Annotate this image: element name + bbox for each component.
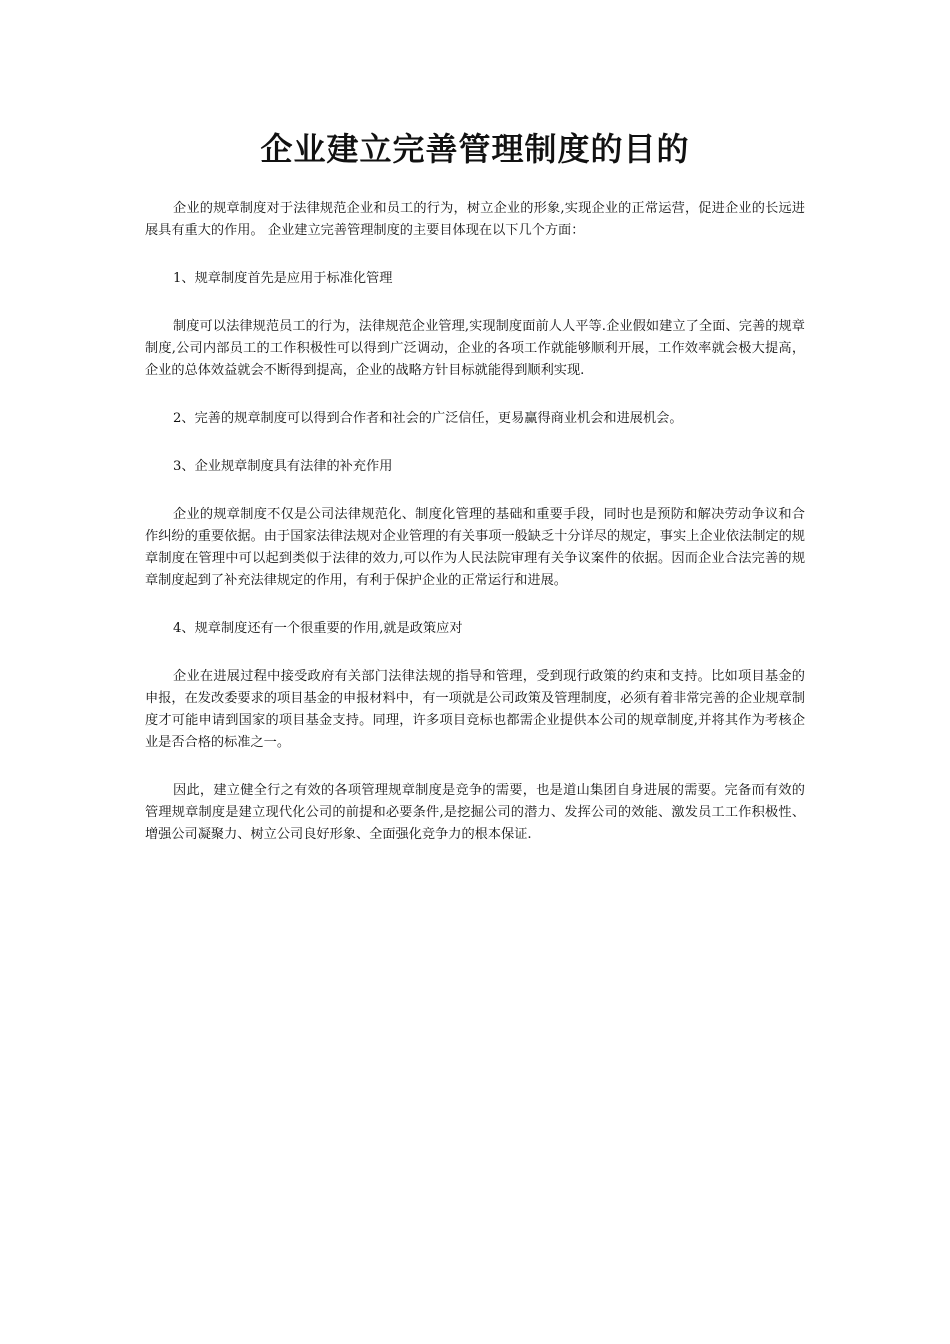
section-3-paragraph: 企业的规章制度不仅是公司法律规范化、制度化管理的基础和重要手段，同时也是预防和解决劳动争议和合作纠纷的重要依据。由于国家法律法规对企业管理的有关事项一般缺乏十分详尽的规定，事实上企业依法制定的规章制度在管理中可以起到类似于法律的效力,可以作为人民法院审理有关争议案件的依据。因而企业合法完善的规章制度起到了补充法律规定的作用，有利于保护企业的正常运行和进展。 <box>145 507 805 588</box>
conclusion-paragraph: 因此，建立健全行之有效的各项管理规章制度是竞争的需要，也是道山集团自身进展的需要。完备而有效的管理规章制度是建立现代化公司的前提和必要条件,是挖掘公司的潜力、发挥公司的效能、激发员工工作积极性、增强公司凝聚力、树立公司良好形象、全面强化竞争力的根本保证. <box>145 783 805 842</box>
intro-paragraph: 企业的规章制度对于法律规范企业和员工的行为，树立企业的形象,实现企业的正常运营，促进企业的长远进展具有重大的作用。 企业建立完善管理制度的主要目体现在以下几个方面： <box>145 201 805 238</box>
document-body <box>145 198 805 872</box>
section-3-heading: 3、企业规章制度具有法律的补充作用 <box>173 459 393 474</box>
document-title: 企业建立完善管理制度的目的 <box>260 130 690 168</box>
section-4-paragraph: 企业在进展过程中接受政府有关部门法律法规的指导和管理，受到现行政策的约束和支持。比如项目基金的申报，在发改委要求的项目基金的申报材料中，有一项就是公司政策及管理制度，必须有着非常完善的企业规章制度才可能申请到国家的项目基金支持。同理，许多项目竞标也都需企业提供本公司的规章制度,并将其作为考核企业是否合格的标准之一。 <box>145 669 805 750</box>
section-1-heading: 1、规章制度首先是应用于标准化管理 <box>173 271 393 286</box>
section-1-paragraph: 制度可以法律规范员工的行为，法律规范企业管理,实现制度面前人人平等.企业假如建立了全面、完善的规章制度,公司内部员工的工作积极性可以得到广泛调动，企业的各项工作就能够顺利开展，工作效率就会极大提高，企业的总体效益就会不断得到提高，企业的战略方针目标就能得到顺利实现. <box>145 319 805 378</box>
section-4-heading: 4、规章制度还有一个很重要的作用,就是政策应对 <box>173 621 463 636</box>
section-2-heading: 2、完善的规章制度可以得到合作者和社会的广泛信任，更易赢得商业机会和进展机会。 <box>173 411 683 426</box>
